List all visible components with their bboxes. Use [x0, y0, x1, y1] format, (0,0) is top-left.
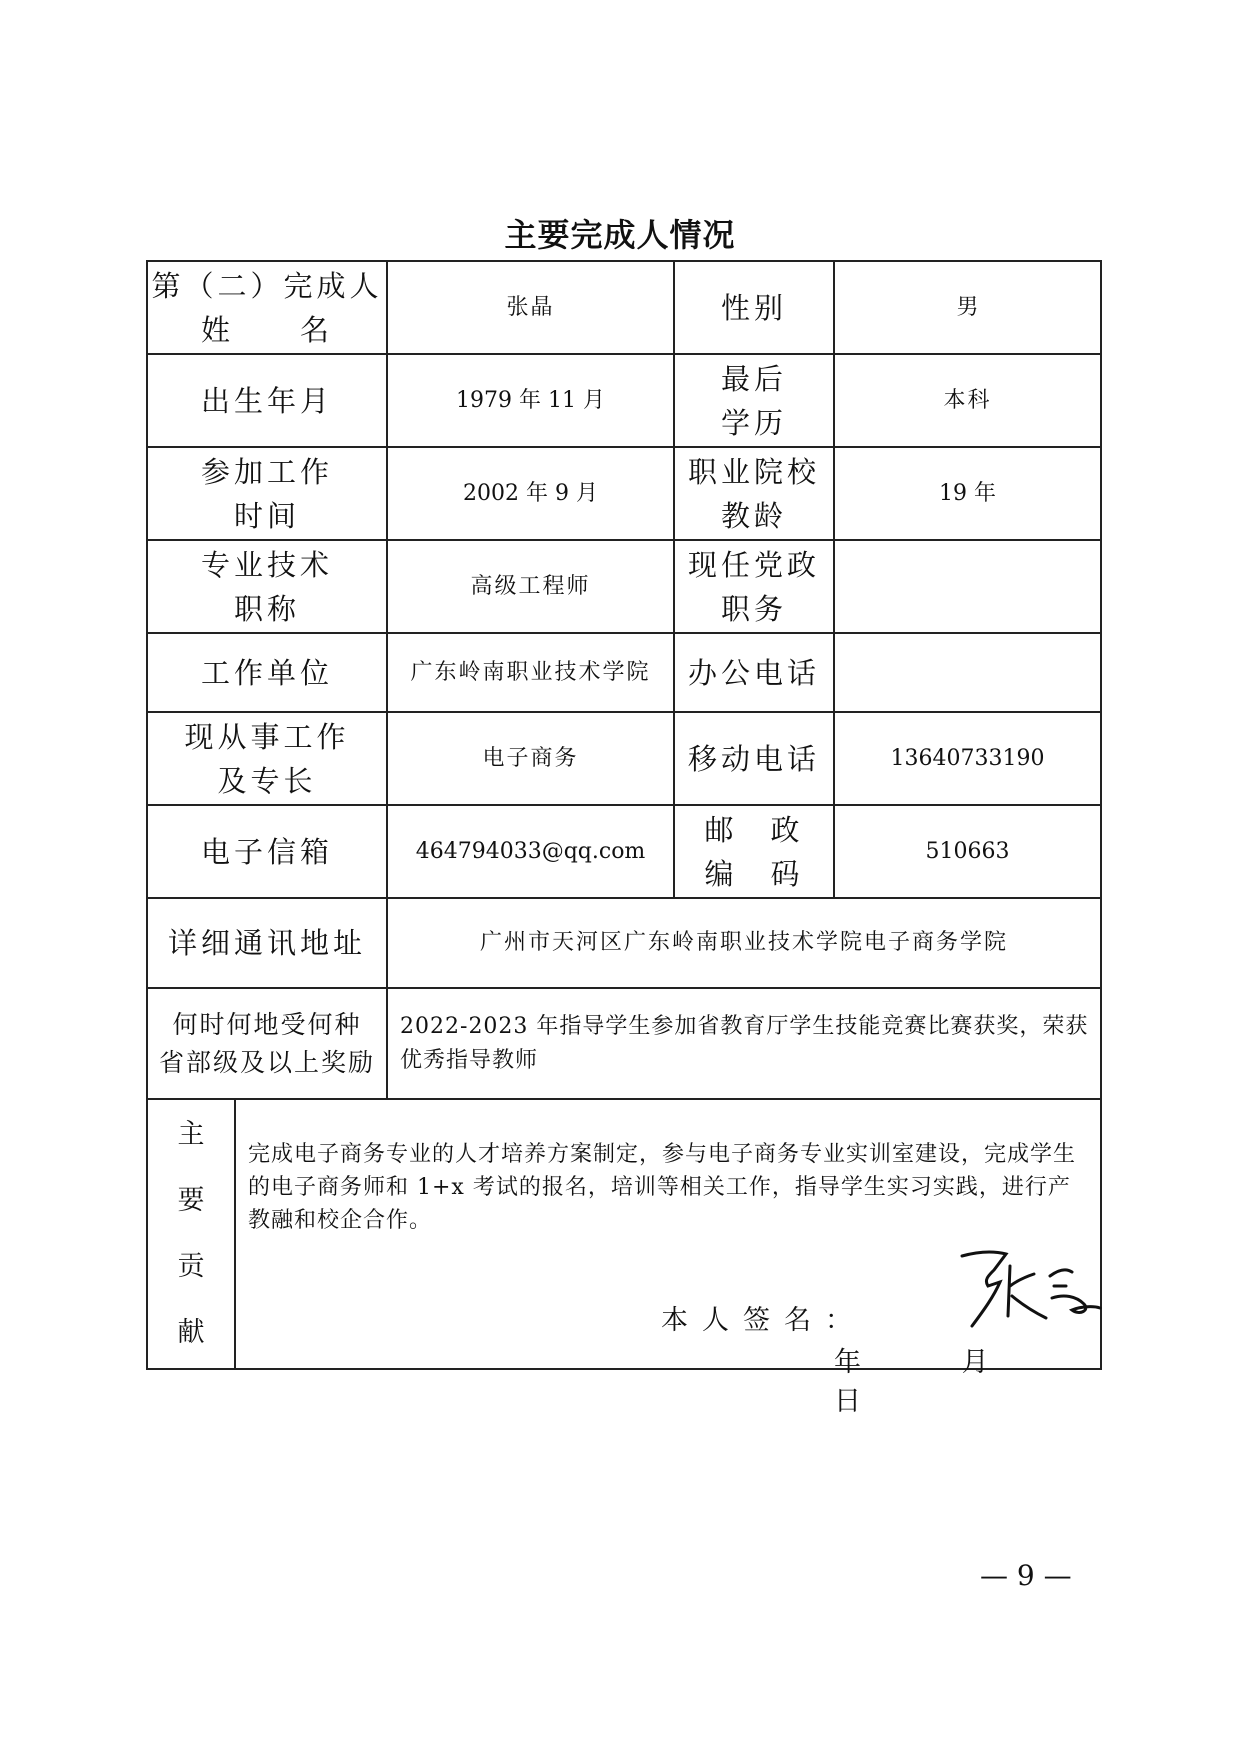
- office-phone-label: 办公电话: [674, 633, 834, 712]
- birth-value: 1979 年 11 月: [387, 354, 674, 447]
- awards-label-line2: 省部级及以上奖励: [159, 1047, 376, 1077]
- party-position-label: [674, 540, 834, 633]
- awards-value: 2022-2023 年指导学生参加省教育厅学生技能竞赛比赛获奖，荣获优秀指导教师: [387, 988, 1101, 1099]
- party-position-value: [834, 540, 1101, 633]
- education-value: 本科: [834, 354, 1101, 447]
- contribution-text: 完成电子商务专业的人才培养方案制定，参与电子商务专业实训室建设，完成学生的电子商务师和 1+x 考试的报名，培训等相关工作，指导学生实习实践，进行产教融和校企合作。: [248, 1142, 1077, 1233]
- contribution-label-char-3: 贡: [177, 1251, 205, 1282]
- work-start-label-line2: 时间: [234, 498, 301, 533]
- teaching-years-label-line2: 教龄: [721, 498, 788, 533]
- postal-code-label-line2: 编 码: [704, 856, 804, 891]
- current-work-value: 电子商务: [387, 712, 674, 805]
- email-label: 电子信箱: [147, 805, 387, 898]
- postal-code-value: 510663: [834, 805, 1101, 898]
- gender-label: 性别: [674, 261, 834, 354]
- row-title-rank: [147, 540, 1101, 633]
- education-label-line2: 学历: [721, 405, 788, 440]
- work-start-value: 2002 年 9 月: [387, 447, 674, 540]
- row-email: [147, 805, 1101, 898]
- awards-label: [147, 988, 387, 1099]
- name-label-line2: 姓 名: [201, 312, 334, 347]
- teaching-years-label: [674, 447, 834, 540]
- date-month-label: 月: [961, 1347, 989, 1378]
- birth-label: 出生年月: [147, 354, 387, 447]
- address-value: 广州市天河区广东岭南职业技术学院电子商务学院: [387, 898, 1101, 988]
- name-value: 张晶: [387, 261, 674, 354]
- education-label-line1: 最后: [721, 361, 788, 396]
- work-start-label-line1: 参加工作: [201, 454, 334, 489]
- employer-value: 广东岭南职业技术学院: [387, 633, 674, 712]
- row-contribution: [147, 1099, 1101, 1369]
- party-position-label-line2: 职务: [721, 591, 788, 626]
- party-position-label-line1: 现任党政: [688, 547, 821, 582]
- signature-image: [954, 1246, 1104, 1336]
- mobile-phone-label: 移动电话: [674, 712, 834, 805]
- row-birth: [147, 354, 1101, 447]
- row-name: [147, 261, 1101, 354]
- personnel-form-table: [146, 260, 1102, 1417]
- teaching-years-label-line1: 职业院校: [688, 454, 821, 489]
- signature-date: [834, 1340, 1100, 1418]
- contribution-label-char-4: 献: [177, 1317, 205, 1348]
- email-value: 464794033@qq.com: [387, 805, 674, 898]
- gender-value: 男: [834, 261, 1101, 354]
- teaching-years-value: 19 年: [834, 447, 1101, 540]
- name-label-line1: 第（二）完成人: [151, 268, 383, 303]
- professional-title-label: [147, 540, 387, 633]
- row-awards: [147, 988, 1101, 1099]
- contribution-label-char-2: 要: [177, 1185, 205, 1216]
- current-work-label-line1: 现从事工作: [184, 719, 350, 754]
- date-day-label: 日: [834, 1386, 861, 1417]
- row-address: [147, 898, 1101, 988]
- contribution-content: [235, 1099, 1101, 1417]
- education-label: [674, 354, 834, 447]
- work-start-label: [147, 447, 387, 540]
- contribution-label: [147, 1099, 235, 1369]
- signature-label: 本人签名：: [661, 1305, 866, 1336]
- postal-code-label: [674, 805, 834, 898]
- page-number: — 9 —: [980, 1559, 1072, 1592]
- professional-title-value: 高级工程师: [387, 540, 674, 633]
- professional-title-label-line2: 职称: [234, 591, 301, 626]
- office-phone-value: [834, 633, 1101, 712]
- awards-label-line1: 何时何地受何种: [172, 1009, 362, 1039]
- date-year-label: 年: [834, 1347, 861, 1378]
- contribution-label-char-1: 主: [177, 1119, 205, 1150]
- row-employer: [147, 633, 1101, 712]
- postal-code-label-line1: 邮 政: [704, 812, 804, 847]
- row-work-start: [147, 447, 1101, 540]
- page-title: 主要完成人情况: [504, 216, 736, 254]
- professional-title-label-line1: 专业技术: [201, 547, 334, 582]
- current-work-label-line2: 及专长: [217, 763, 317, 798]
- mobile-phone-value: 13640733190: [834, 712, 1101, 805]
- employer-label: 工作单位: [147, 633, 387, 712]
- current-work-label: [147, 712, 387, 805]
- address-label: 详细通讯地址: [147, 898, 387, 988]
- row-current-work: [147, 712, 1101, 805]
- name-label: [147, 261, 387, 354]
